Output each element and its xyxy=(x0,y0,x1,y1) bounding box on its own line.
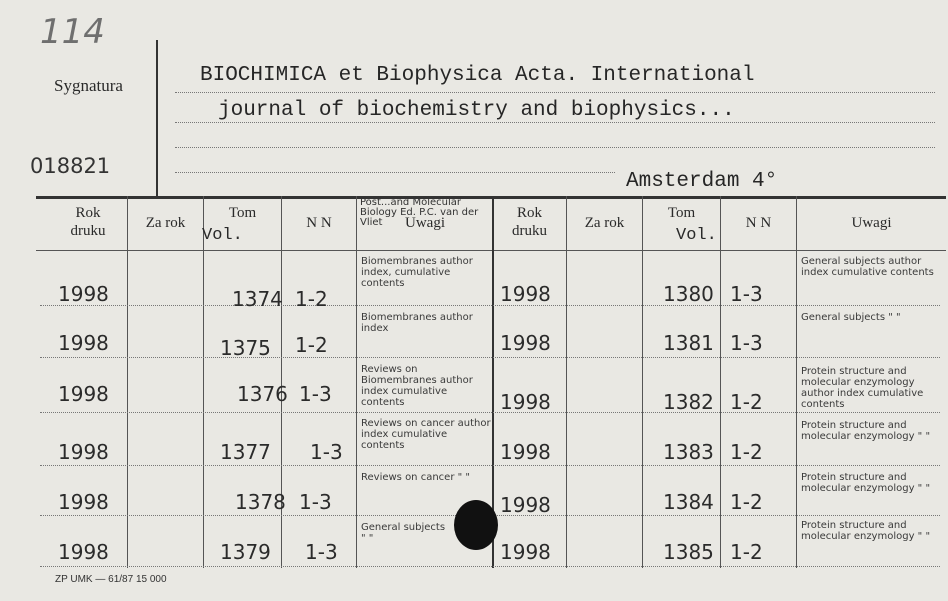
header-handwritten-note: Post...and Molecular Biology Ed. P.C. van der Vliet xyxy=(360,197,479,228)
left-note: Biomembranes author index xyxy=(361,312,473,334)
row-line xyxy=(40,465,940,466)
dotted-line xyxy=(175,92,935,93)
vol-overlay-left: Vol. xyxy=(202,226,243,245)
dotted-line xyxy=(175,147,935,148)
signature-divider xyxy=(156,40,158,196)
right-year: 1998 xyxy=(500,440,551,464)
right-volume: 1381 xyxy=(663,331,714,355)
left-note: Biomembranes author index, cumulative contents xyxy=(361,256,473,289)
right-issues: 1-3 xyxy=(730,282,763,306)
header-nn-right: N N xyxy=(745,215,772,231)
right-issues: 1-2 xyxy=(730,540,763,564)
column-divider xyxy=(642,196,643,568)
left-volume: 1374 xyxy=(232,287,283,311)
right-volume: 1383 xyxy=(663,440,714,464)
header-rok-druku: Rok druku xyxy=(70,205,106,239)
header-tom-right: Tom xyxy=(667,205,696,221)
column-divider xyxy=(356,196,357,568)
dotted-line xyxy=(175,172,615,173)
right-note: General subjects author index cumulative contents xyxy=(801,256,934,278)
row-line xyxy=(40,566,940,567)
header-uwagi-right: Uwagi xyxy=(851,215,892,231)
header-za-rok: Za rok xyxy=(145,215,186,231)
publication-place: Amsterdam 4° xyxy=(626,170,778,193)
left-year: 1998 xyxy=(58,440,109,464)
header-rok-druku-right: Rok druku xyxy=(512,205,547,239)
left-issues: 1-2 xyxy=(295,287,328,311)
right-issues: 1-2 xyxy=(730,490,763,514)
right-year: 1998 xyxy=(500,390,551,414)
column-divider xyxy=(720,196,721,568)
left-volume: 1379 xyxy=(220,540,271,564)
right-note: Protein structure and molecular enzymology " " xyxy=(801,472,931,494)
left-volume: 1377 xyxy=(220,440,271,464)
left-issues: 1-3 xyxy=(305,540,338,564)
title-line-1: BIOCHIMICA et Biophysica Acta. International xyxy=(200,64,755,87)
left-note: Reviews on cancer author index cumulative contents xyxy=(361,418,491,451)
right-volume: 1380 xyxy=(663,282,714,306)
right-volume: 1384 xyxy=(663,490,714,514)
header-nn: N N xyxy=(306,215,332,231)
row-line xyxy=(40,305,940,306)
left-volume: 1376 xyxy=(237,382,288,406)
left-year: 1998 xyxy=(58,540,109,564)
header-tom: Tom xyxy=(228,205,257,221)
right-volume: 1382 xyxy=(663,390,714,414)
left-year: 1998 xyxy=(58,490,109,514)
left-volume: 1378 xyxy=(235,490,286,514)
right-note: Protein structure and molecular enzymology " " xyxy=(801,420,931,442)
card-number: 114 xyxy=(40,12,105,52)
left-year: 1998 xyxy=(58,331,109,355)
left-year: 1998 xyxy=(58,382,109,406)
signature-number: 018821 xyxy=(30,154,111,178)
right-issues: 1-2 xyxy=(730,440,763,464)
right-year: 1998 xyxy=(500,493,551,517)
left-note: General subjects " " xyxy=(361,522,446,544)
right-issues: 1-2 xyxy=(730,390,763,414)
dotted-line xyxy=(175,122,935,123)
header-uwagi: Uwagi xyxy=(405,215,445,231)
column-divider xyxy=(796,196,797,568)
right-note: Protein structure and molecular enzymology author index cumulative contents xyxy=(801,366,924,410)
title-line-2: journal of biochemistry and biophysics... xyxy=(218,99,735,122)
row-line xyxy=(40,412,940,413)
vol-overlay-right: Vol. xyxy=(676,226,717,245)
left-note: Reviews on cancer " " xyxy=(361,472,470,483)
left-issues: 1-2 xyxy=(295,333,328,357)
column-divider xyxy=(203,196,204,568)
right-note: Protein structure and molecular enzymology " " xyxy=(801,520,931,542)
right-volume: 1385 xyxy=(663,540,714,564)
right-issues: 1-3 xyxy=(730,331,763,355)
punch-hole xyxy=(454,500,498,550)
right-year: 1998 xyxy=(500,331,551,355)
column-divider xyxy=(566,196,567,568)
column-divider xyxy=(127,196,128,568)
header-za-rok-right: Za rok xyxy=(584,215,625,231)
left-note: Reviews on Biomembranes author index cumulative contents xyxy=(361,364,473,408)
left-issues: 1-3 xyxy=(299,382,332,406)
printer-footer: ZP UMK — 61/87 15 000 xyxy=(55,574,167,585)
left-volume: 1375 xyxy=(220,336,271,360)
row-line xyxy=(40,357,940,358)
right-year: 1998 xyxy=(500,282,551,306)
right-year: 1998 xyxy=(500,540,551,564)
left-issues: 1-3 xyxy=(299,490,332,514)
signature-label: Sygnatura xyxy=(54,76,123,95)
header-rule xyxy=(36,250,946,251)
left-year: 1998 xyxy=(58,282,109,306)
left-issues: 1-3 xyxy=(310,440,343,464)
right-note: General subjects " " xyxy=(801,312,901,323)
